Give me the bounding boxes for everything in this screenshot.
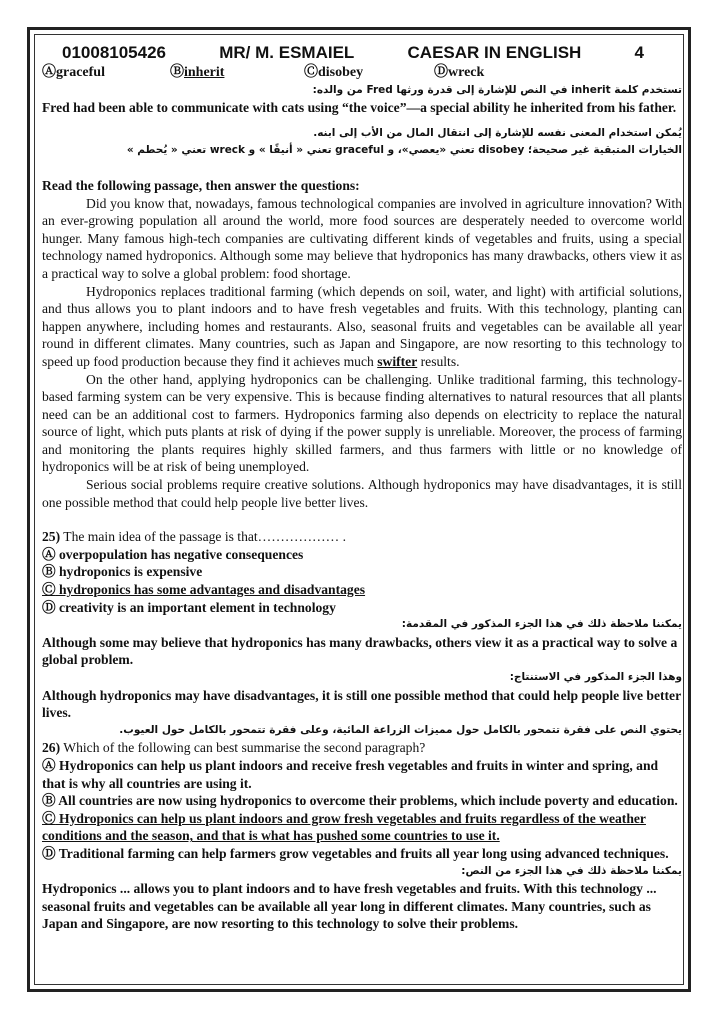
q26-option-b: Ⓑ All countries are now using hydroponics to overcome their problems, which include poverty and education.: [42, 793, 678, 809]
q25-option-b: Ⓑ hydroponics is expensive: [42, 564, 203, 580]
question-26: 26) Which of the following can best summarise the second paragraph?: [42, 740, 426, 756]
vocab-note: الخيارات المتبقية غير صحيحة؛ disobey تعني «يعصي»، و graceful تعني « أنيقًا » و wreck تعني « يُحطم »: [126, 144, 682, 157]
passage-paragraph-2: Hydroponics replaces traditional farming (which depends on soil, water, and light) with artificial solutions, and thus allows you to plant indoors and to have fresh vegetables and fruits. With this technology, planting can happen anywhere, including homes and restaurants. Also, seasonal fruits and vegetables can be available all year round in different climates. Many countries, such as Japan and Singapore, are now resorting to this technology to speed up food production because they find it achieves much swifter results.: [42, 283, 682, 369]
vocab-note: يُمكن استخدام المعنى نفسه للإشارة إلى انتقال المال من الأب إلى ابنه.: [313, 126, 682, 139]
passage-instruction: Read the following passage, then answer the questions:: [42, 177, 360, 193]
document-content: [42, 42, 682, 933]
q26-note: يمكننا ملاحظة ذلك في هذا الجزء من النص:: [461, 864, 682, 877]
q25-option-d: Ⓓ creativity is an important element in technology: [42, 599, 336, 615]
page-header: [42, 42, 682, 64]
passage-paragraph-1: Did you know that, nowadays, famous technological companies are involved in agriculture innovation? With an ever-growing population all around the world, more food sources are desperately needed to overcome world hunger. Many famous high-tech companies are cultivating different kinds of vegetables and fruits, using a special technology named hydroponics. Although some may believe that hydroponics has many drawbacks, others view it as a practical way to solve a global problem: food shortage.: [42, 195, 682, 281]
vocab-option-a: Ⓐgraceful: [42, 65, 105, 80]
q25-quote: Although some may believe that hydroponics has many drawbacks, others view it as a practical way to solve a global problem.: [42, 634, 678, 668]
vocab-option-c: Ⓒdisobey: [304, 65, 364, 80]
passage-paragraph-4: Serious social problems require creative solutions. Although hydroponics may have disadvantages, it is still one possible method that could help people live better lives.: [42, 477, 682, 510]
page-number: 4: [634, 43, 644, 62]
vocab-option-b: Ⓑinherit: [170, 65, 225, 80]
vocab-option-d: Ⓓwreck: [434, 65, 485, 80]
vocab-options: [42, 64, 682, 82]
passage-paragraph-3: On the other hand, applying hydroponics can be challenging. Unlike traditional farming, this technology-based farming system can be very expensive. This is because finding alternatives to natural resources that all plants need can be an additional cost to farmers. Hydroponics farming also depends on electricity to replace the natural source of light, which puts plants at risk of dying if the power supply is unreliable. Moreover, the process of farming and monitoring the plants requires highly skilled farmers, and thus farmers with little or no knowledge of hydroponics will be at risk of being unemployed.: [42, 371, 682, 475]
q26-option-c-correct: Ⓒ Hydroponics can help us plant indoors and grow fresh vegetables and fruits regardless of the weather conditions and the season, and that is what has pushed some countries to use it.: [42, 810, 646, 844]
q25-note: يحتوي النص على فقرة تتمحور بالكامل حول مميزات الزراعة المائية، وعلى فقرة تتمحور بالكامل حول العيوب.: [119, 723, 682, 736]
q26-option-a: Ⓐ Hydroponics can help us plant indoors and receive fresh vegetables and fruits in winter and spring, and that is why all countries are using it.: [42, 757, 659, 791]
q25-option-c-correct: Ⓒ hydroponics has some advantages and disadvantages: [42, 582, 366, 598]
q25-note: وهذا الجزء المذكور في الاستنتاج:: [509, 671, 682, 683]
book-title: CAESAR IN ENGLISH: [407, 43, 582, 62]
vocab-quote: Fred had been able to communicate with cats using “the voice”—a special ability he inherited from his father.: [42, 100, 677, 116]
q25-quote: Although hydroponics may have disadvantages, it is still one possible method that could help people live better lives.: [42, 687, 681, 721]
q25-note: يمكننا ملاحظة ذلك في هذا الجزء المذكور في المقدمة:: [401, 618, 682, 631]
highlighted-word: swifter: [377, 353, 418, 369]
q26-option-d: Ⓓ Traditional farming can help farmers grow vegetables and fruits all year long using advanced techniques.: [42, 845, 669, 861]
teacher-name: MR/ M. ESMAIEL: [219, 43, 355, 62]
q25-option-a: Ⓐ overpopulation has negative consequences: [42, 546, 304, 562]
vocab-note: تستخدم كلمة inherit في النص للإشارة إلى قدرة ورثها Fred من والده:: [312, 83, 682, 96]
q26-quote: Hydroponics ... allows you to plant indoors and to have fresh vegetables and fruits. With this technology ... seasonal fruits and vegetables can be available all year long in different climates. Many countries, such as Japan and Singapore, are now resorting to this technology to solve their problems.: [42, 881, 657, 932]
phone-number: 01008105426: [62, 43, 167, 62]
question-25: 25) The main idea of the passage is that……………… .: [42, 529, 347, 545]
